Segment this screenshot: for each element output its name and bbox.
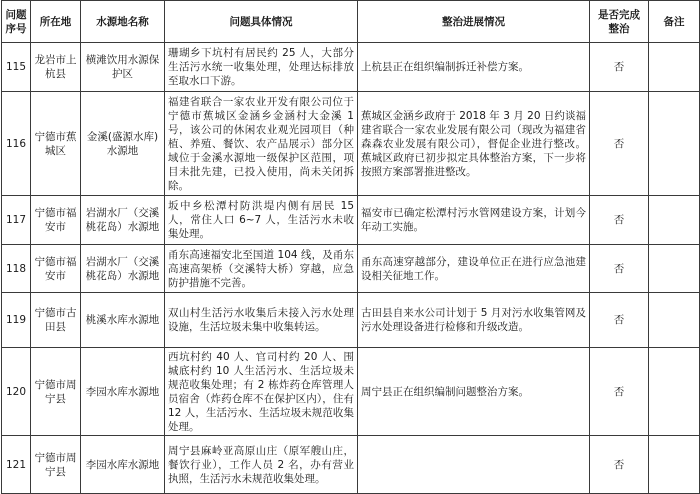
cell-progress: 甬东高速穿越部分，建设单位正在进行应急池建设相关征地工作。 xyxy=(358,245,590,293)
cell-note xyxy=(649,245,700,293)
cell-place: 宁德市福安市 xyxy=(31,196,81,245)
cell-progress: 蕉城区金涵乡政府于 2018 年 3 月 20 日约谈福建省联合一家农业发展有限公司（现改为福建省森森农业发展有限公司），督促企业进行整改。蕉城区政府已初步拟定具体整治方案，下一步将按照方案部署推进整改。 xyxy=(358,92,590,196)
cell-note xyxy=(649,436,700,494)
header-num: 问题序号 xyxy=(2,1,31,43)
cell-place: 龙岩市上杭县 xyxy=(31,43,81,92)
cell-num: 116 xyxy=(2,92,31,196)
cell-note xyxy=(649,43,700,92)
table-row xyxy=(2,92,700,196)
cell-num: 117 xyxy=(2,196,31,245)
header-done: 是否完成整治 xyxy=(590,1,649,43)
cell-num: 118 xyxy=(2,245,31,293)
cell-done: 否 xyxy=(590,92,649,196)
cell-done: 否 xyxy=(590,196,649,245)
cell-done: 否 xyxy=(590,43,649,92)
cell-place: 宁德市古田县 xyxy=(31,293,81,348)
cell-note xyxy=(649,92,700,196)
cell-issue: 周宁县麻岭亚高原山庄（原军艘山庄，餐饮行业），工作人员 2 名，办有营业执照，生活污水未规范收集处理。 xyxy=(165,436,358,494)
cell-issue: 西坑村约 40 人、官司村约 20 人、围城底村约 10 人生活污水、生活垃圾未规范收集处理；有 2 栋炸药仓库管理人员宿舍（炸药仓库不在保护区内），住有 12 人，生活污水、生活垃圾未规范收集处理。 xyxy=(165,348,358,436)
cell-source: 桃溪水库水源地 xyxy=(81,293,165,348)
cell-note xyxy=(649,196,700,245)
table-row xyxy=(2,196,700,245)
cell-note xyxy=(649,293,700,348)
cell-issue: 福建省联合一家农业开发有限公司位于宁德市蕉城区金涵乡金涵村大金溪 1 号，该公司的休闲农业观光园项目（种植、养殖、餐饮、农产品展示）部分区域位于金溪水源地一级保护区范围，项目未批先建，已投入使用，尚未关闭拆除。 xyxy=(165,92,358,196)
cell-progress: 福安市已确定松潭村污水管网建设方案，计划今年动工实施。 xyxy=(358,196,590,245)
cell-place: 宁德市蕉城区 xyxy=(31,92,81,196)
cell-done: 否 xyxy=(590,293,649,348)
cell-source: 横滩饮用水源保护区 xyxy=(81,43,165,92)
cell-num: 119 xyxy=(2,293,31,348)
cell-source: 岩湖水厂（交溪桃花岛）水源地 xyxy=(81,196,165,245)
cell-issue: 双山村生活污水收集后未接入污水处理设施，生活垃圾未集中收集转运。 xyxy=(165,293,358,348)
header-place: 所在地 xyxy=(31,1,81,43)
header-progress: 整治进展情况 xyxy=(358,1,590,43)
cell-done: 否 xyxy=(590,245,649,293)
table-row xyxy=(2,436,700,494)
cell-source: 金溪(盛源水库)水源地 xyxy=(81,92,165,196)
cell-source: 李园水库水源地 xyxy=(81,348,165,436)
header-issue: 问题具体情况 xyxy=(165,1,358,43)
cell-issue: 甬东高速福安北至国道 104 线，及甬东高速高架桥（交溪特大桥）穿越，应急防护措施不完善。 xyxy=(165,245,358,293)
table-row xyxy=(2,293,700,348)
cell-num: 121 xyxy=(2,436,31,494)
table-row xyxy=(2,43,700,92)
header-row xyxy=(2,1,700,43)
cell-issue: 坂中乡松潭村防洪堤内侧有居民 15 人，常住人口 6~7 人，生活污水未收集处理。 xyxy=(165,196,358,245)
cell-note xyxy=(649,348,700,436)
cell-source: 岩湖水厂（交溪桃花岛）水源地 xyxy=(81,245,165,293)
cell-num: 115 xyxy=(2,43,31,92)
cell-issue: 珊瑚乡下坑村有居民约 25 人，大部分生活污水统一收集处理，处理达标排放至取水口下游。 xyxy=(165,43,358,92)
cell-place: 宁德市周宁县 xyxy=(31,436,81,494)
cell-progress: 周宁县正在组织编制问题整治方案。 xyxy=(358,348,590,436)
cell-done: 否 xyxy=(590,348,649,436)
cell-progress xyxy=(358,436,590,494)
header-note: 备注 xyxy=(649,1,700,43)
table-row xyxy=(2,348,700,436)
cell-place: 宁德市福安市 xyxy=(31,245,81,293)
cell-num: 120 xyxy=(2,348,31,436)
cell-done: 否 xyxy=(590,436,649,494)
rectification-table xyxy=(1,0,700,494)
cell-progress: 上杭县正在组织编制拆迁补偿方案。 xyxy=(358,43,590,92)
cell-source: 李园水库水源地 xyxy=(81,436,165,494)
table-row xyxy=(2,245,700,293)
cell-progress: 古田县自来水公司计划于 5 月对污水收集管网及污水处理设备进行检修和升级改造。 xyxy=(358,293,590,348)
header-source: 水源地名称 xyxy=(81,1,165,43)
cell-place: 宁德市周宁县 xyxy=(31,348,81,436)
